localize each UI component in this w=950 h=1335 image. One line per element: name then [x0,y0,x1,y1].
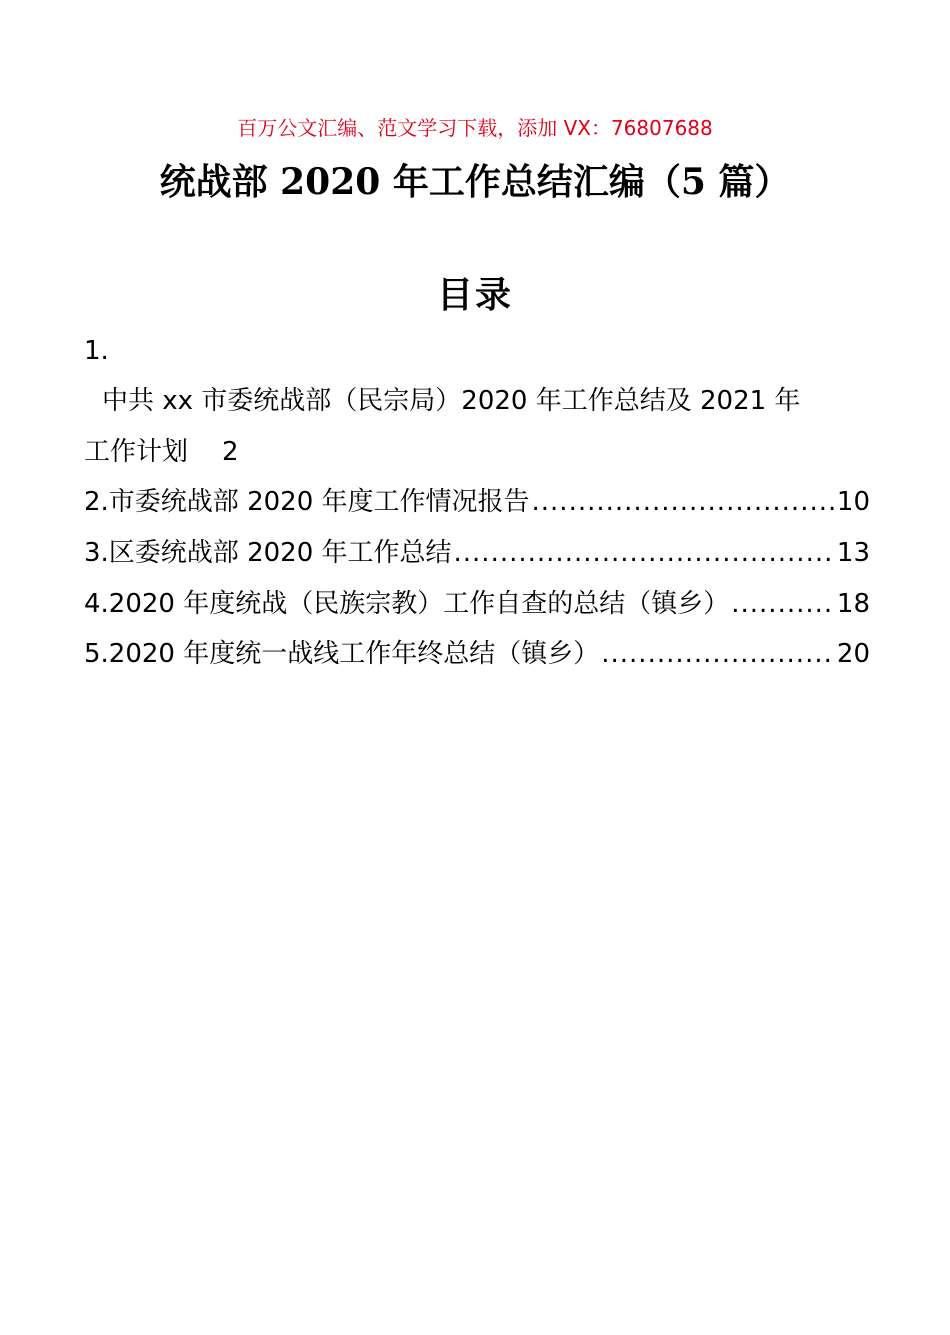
toc-dot-leader [601,634,835,674]
toc-entry-1-title-line2-text: 工作计划 [84,437,189,467]
toc-entry-3-title: 3.区委统战部 2020 年工作总结 [84,538,452,568]
toc-entry-5-title: 5.2020 年度统一战线工作年终总结（镇乡） [84,639,600,669]
toc-entry-1-title-line1[interactable]: 中共 xx 市委统战部（民宗局）2020 年工作总结及 2021 年 [102,386,801,416]
toc-entry-1-page-number: 2 [222,437,239,467]
toc-entry-2-page-number: 10 [836,487,870,517]
toc-dot-leader [454,533,835,573]
toc-dot-leader [731,584,835,624]
toc-entry-3[interactable] [84,533,870,573]
toc-dot-leader [532,482,835,522]
document-title: 统战部 2020 年工作总结汇编（5 篇） [159,161,791,203]
toc-entry-3-page-number: 13 [836,538,870,568]
toc-entry-2-title: 2.市委统战部 2020 年度工作情况报告 [84,487,530,517]
toc-entry-4-title: 4.2020 年度统战（民族宗教）工作自查的总结（镇乡） [84,589,730,619]
toc-entry-1-number[interactable]: 1. [84,336,109,366]
toc-entry-5[interactable] [84,634,870,674]
toc-entry-4-page-number: 18 [836,589,870,619]
header-watermark-note: 百万公文汇编、范文学习下载，添加 VX：76807688 [237,116,713,140]
toc-entry-5-page-number: 20 [836,639,870,669]
toc-entry-1-title-line2[interactable] [84,432,870,472]
toc-entry-4[interactable] [84,584,870,624]
toc-heading: 目录 [436,275,513,316]
toc-entry-2[interactable] [84,482,870,522]
